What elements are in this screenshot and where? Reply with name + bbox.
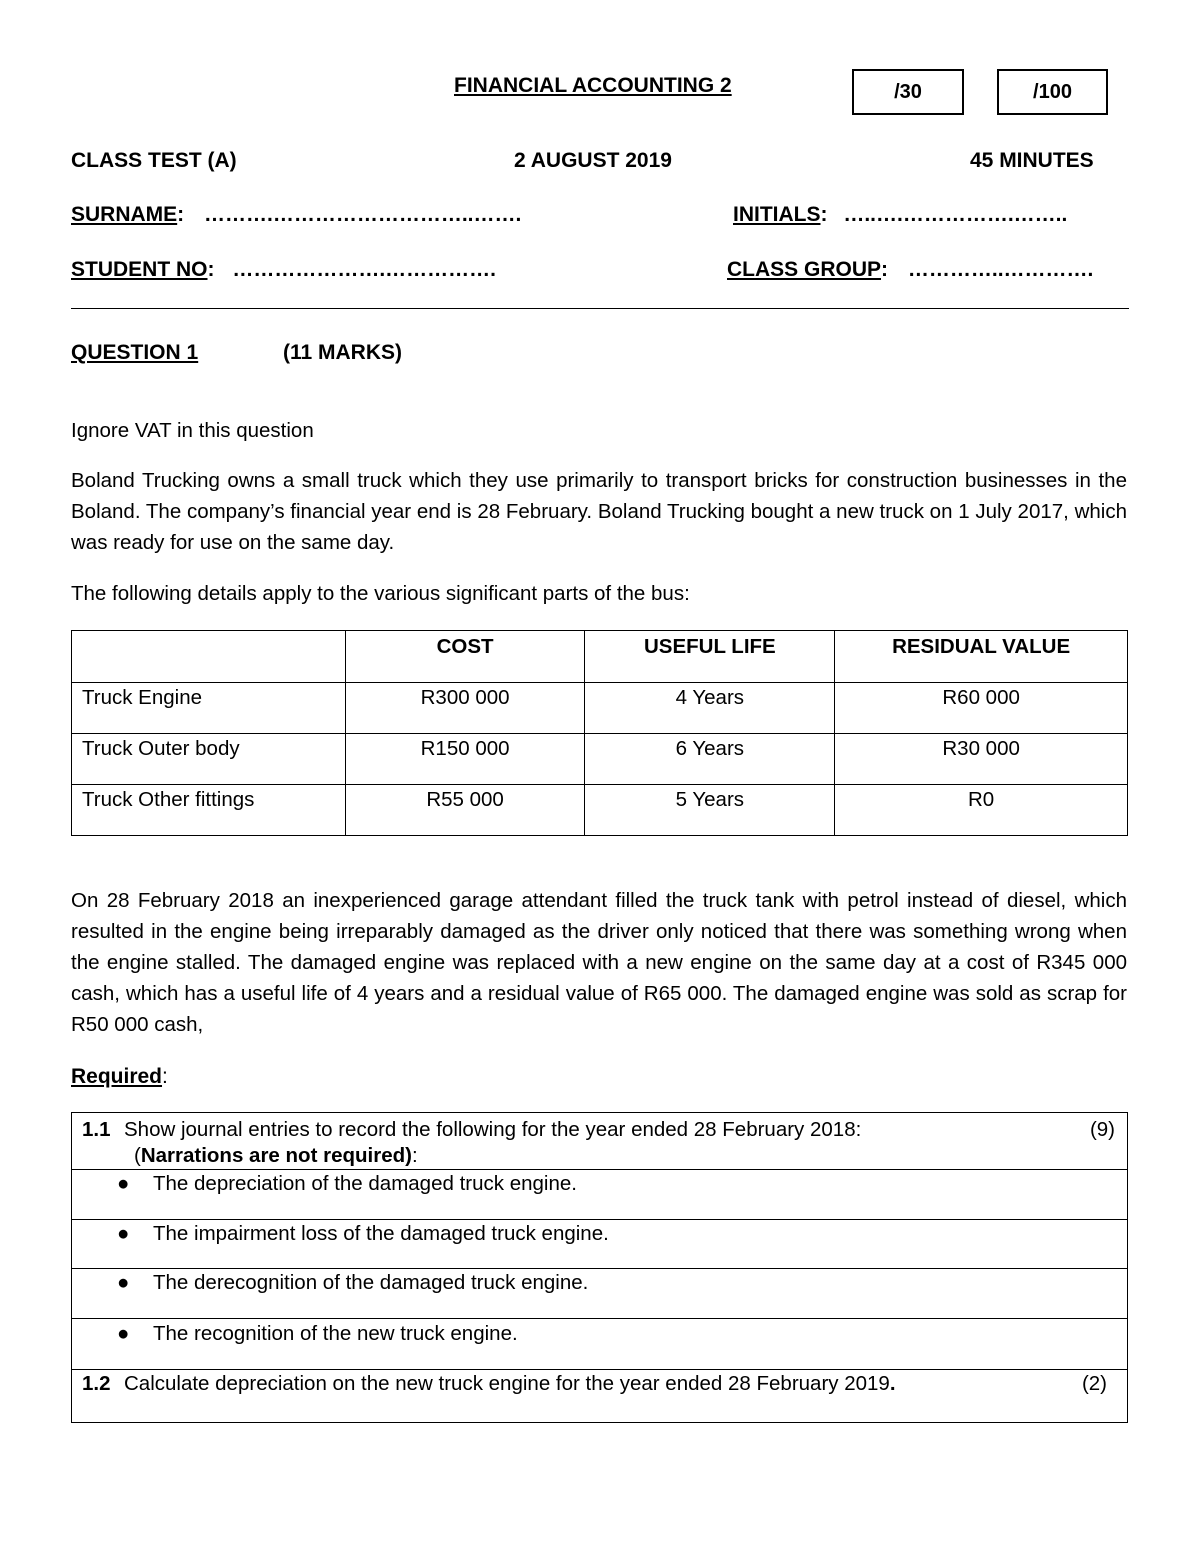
table-row (72, 1220, 1128, 1269)
item-number: 1.1 (82, 1118, 111, 1141)
surname-colon: : (177, 203, 185, 226)
question-title: QUESTION 1 (71, 341, 199, 364)
required-cell (72, 1370, 1128, 1423)
required-row-1-1 (72, 1113, 1128, 1170)
required-table (71, 1112, 1128, 1423)
bullet-item (72, 1170, 1128, 1220)
bullet-text: The recognition of the new truck engine. (153, 1322, 518, 1345)
table-row (72, 1269, 1128, 1319)
table-cell: R60 000 (835, 683, 1128, 734)
table-cell: R30 000 (835, 734, 1128, 785)
required-label: Required (71, 1065, 163, 1088)
table-header-cell: COST (345, 631, 585, 683)
table-row (72, 1170, 1128, 1220)
initials-field (733, 202, 1067, 228)
bullet-text: The derecognition of the damaged truck engine. (153, 1271, 589, 1294)
table-cell: 5 Years (585, 785, 835, 836)
initials-label: INITIALS (733, 203, 821, 226)
score-box-30: /30 (852, 69, 964, 115)
test-duration: 45 MINUTES (970, 149, 1094, 172)
note-open-paren: ( (134, 1144, 141, 1167)
surname-dots: ……….………………………..……. (204, 203, 522, 226)
table-row (72, 785, 1128, 836)
bullet-icon: ● (117, 1172, 130, 1195)
required-colon: : (162, 1065, 168, 1088)
initials-colon: : (820, 203, 828, 226)
required-heading (71, 1064, 168, 1090)
bullet-text: The impairment loss of the damaged truck engine. (153, 1222, 609, 1245)
student-no-field (71, 257, 496, 283)
table-row (72, 734, 1128, 785)
student-no-dots: ………………….……………. (232, 258, 497, 281)
class-group-colon: : (881, 258, 889, 281)
scenario-paragraph-1: Boland Trucking owns a small truck which they use primarily to transport bricks for construction businesses in the Boland. The company’s financial year end is 28 February. Boland Trucking bought a new truck on 1 July 2017, which was ready for use on the same day. (71, 469, 1127, 554)
bullet-icon: ● (117, 1222, 130, 1245)
student-no-colon: : (207, 258, 215, 281)
note-bold-text: Narrations are not required) (140, 1144, 412, 1167)
table-cell: R55 000 (345, 785, 585, 836)
item-marks: (9) (1089, 1118, 1115, 1141)
required-item-1-2 (72, 1372, 1127, 1396)
question-marks: (11 MARKS) (283, 341, 403, 364)
item-text: Show journal entries to record the following for the year ended 28 February 2018: (124, 1118, 862, 1141)
instruction-text: Ignore VAT in this question (71, 419, 314, 442)
table-cell: 6 Years (585, 734, 835, 785)
table-row (72, 1319, 1128, 1370)
bullet-text: The depreciation of the damaged truck engine. (153, 1172, 577, 1195)
table-header-cell: USEFUL LIFE (585, 631, 835, 683)
bullet-item (72, 1319, 1128, 1370)
table-cell: Truck Other fittings (72, 785, 346, 836)
required-row-1-2 (72, 1370, 1128, 1423)
course-title: FINANCIAL ACCOUNTING 2 (454, 74, 732, 97)
initials-dots: …..….…………….…….. (843, 203, 1068, 226)
required-item-1-1 (72, 1116, 1127, 1143)
table-row (72, 683, 1128, 734)
table-cell: R300 000 (345, 683, 585, 734)
item-text: Calculate depreciation on the new truck engine for the year ended 28 February 2019 (124, 1372, 890, 1395)
table-header-row (72, 631, 1128, 683)
class-group-label: CLASS GROUP (727, 258, 882, 281)
table-header-cell (72, 631, 346, 683)
class-group-dots: …………..…………. (907, 258, 1094, 281)
scenario-paragraph-2: The following details apply to the various significant parts of the bus: (71, 582, 690, 605)
student-no-label: STUDENT NO (71, 258, 208, 281)
item-period: . (889, 1372, 896, 1395)
bullet-icon: ● (117, 1271, 130, 1294)
header-divider (71, 308, 1129, 309)
table-cell: Truck Engine (72, 683, 346, 734)
test-date: 2 AUGUST 2019 (514, 149, 672, 172)
table-cell: R150 000 (345, 734, 585, 785)
table-cell: R0 (835, 785, 1128, 836)
table-cell: Truck Outer body (72, 734, 346, 785)
table-header-cell: RESIDUAL VALUE (835, 631, 1128, 683)
test-name: CLASS TEST (A) (71, 149, 237, 172)
surname-label: SURNAME (71, 203, 178, 226)
bullet-item (72, 1220, 1128, 1269)
bullet-icon: ● (117, 1322, 130, 1345)
narration-note (72, 1143, 1127, 1168)
bullet-item (72, 1269, 1128, 1319)
parts-table (71, 630, 1128, 836)
item-number: 1.2 (82, 1372, 111, 1395)
table-cell: 4 Years (585, 683, 835, 734)
surname-field (71, 202, 521, 228)
scenario-paragraph-3: On 28 February 2018 an inexperienced garage attendant filled the truck tank with petrol instead of diesel, which resulted in the engine being irreparably damaged as the driver only noticed that there was something wrong when the engine stalled. The damaged engine was replaced with a new engine on the same day at a cost of R345 000 cash, which has a useful life of 4 years and a residual value of R65 000. The damaged engine was sold as scrap for R50 000 cash, (71, 889, 1127, 1036)
item-marks: (2) (1081, 1372, 1107, 1395)
class-group-field (727, 257, 1093, 283)
required-cell (72, 1113, 1128, 1170)
score-box-100: /100 (997, 69, 1108, 115)
note-colon: : (411, 1144, 418, 1167)
